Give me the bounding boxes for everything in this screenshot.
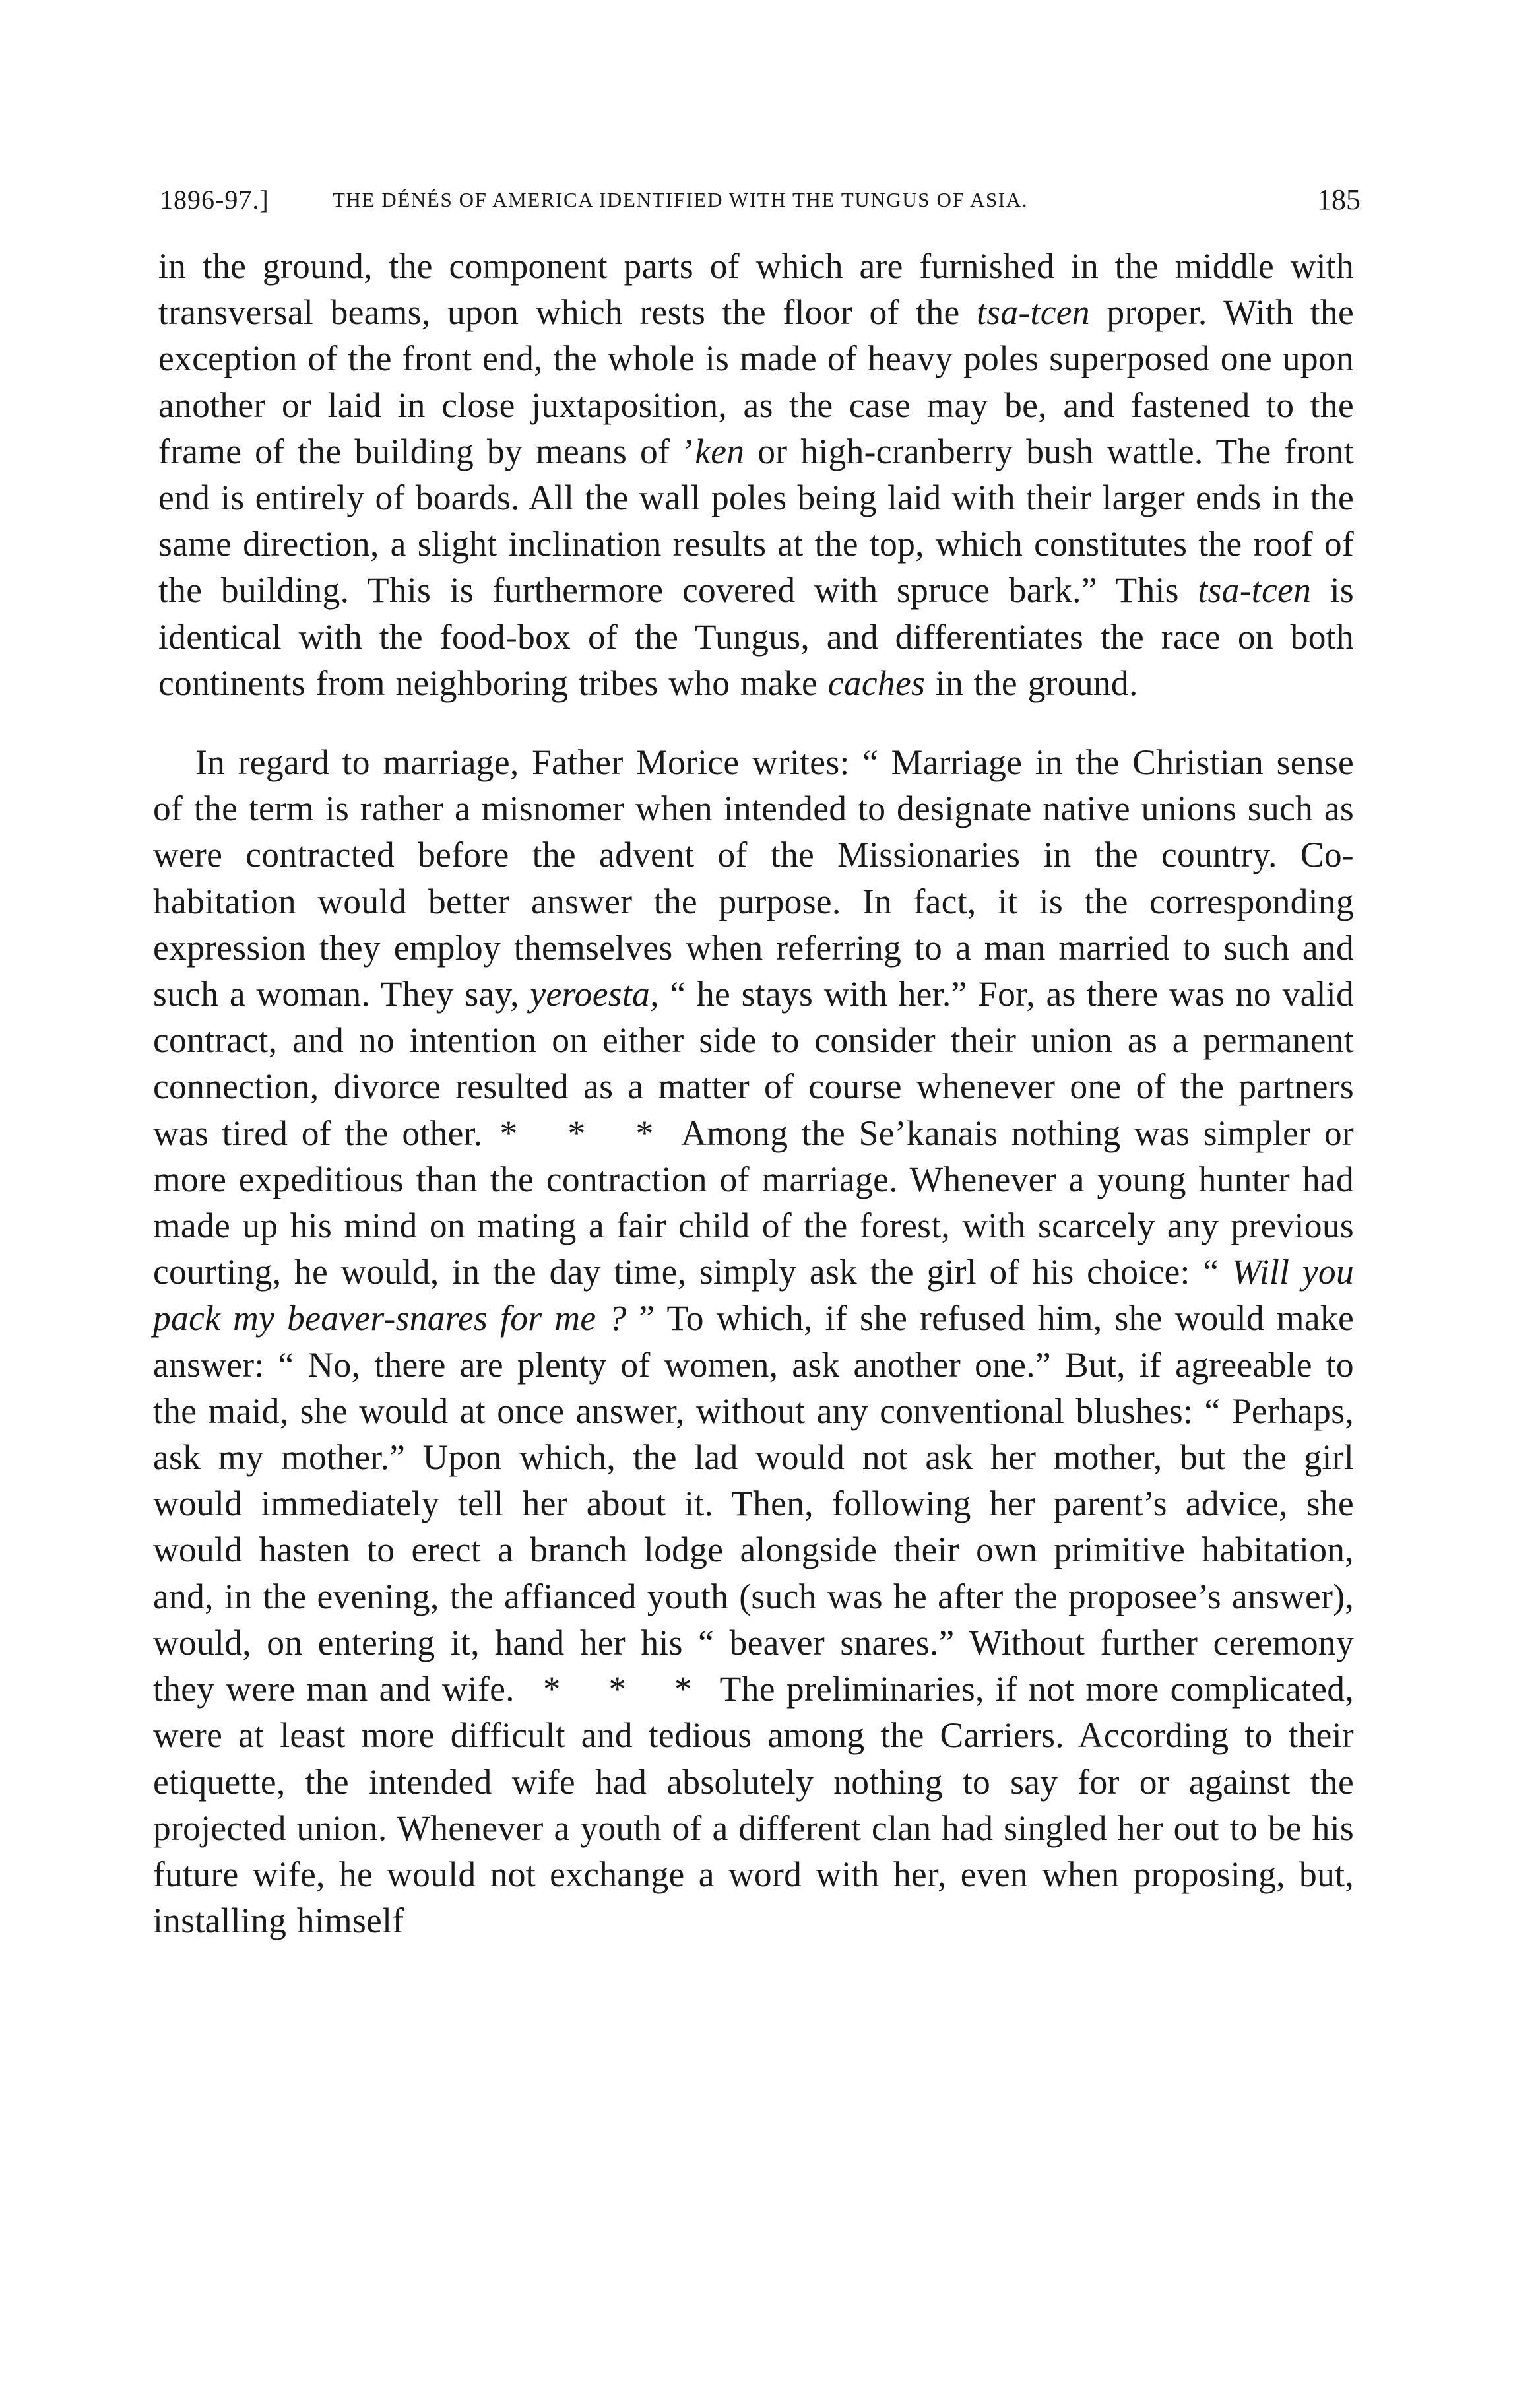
italic-term: ken [695, 431, 745, 471]
text-run: “ he stays with her.” For, as there was no valid contract, and no intention on either side to consider their union as a permanent connection, divorce resulted as a matter of course whenever one of the partners was tired of the other. [153, 974, 1354, 1153]
italic-quote: Will you pack my beaver-snares for me ? [153, 1252, 1355, 1338]
header-year: 1896-97.] [160, 185, 269, 214]
body-text [153, 243, 1354, 1944]
header-title: THE DÉNÉS OF AMERICA IDENTIFIED WITH THE TUNGUS OF ASIA. [333, 188, 1029, 211]
text-run: or high-cranberry bush wattle. The front end is entirely of boards. All the wall poles being laid with their larger ends in the same direction, a slight inclination results at the top, which constitutes the roof of the building. This is furthermore covered with spruce bark.” This [158, 431, 1354, 610]
text-run: In regard to marriage, Father Morice writes: “ Marriage in the Christian sense of the term is rather a misnomer when intended to designate native unions such as were contracted before the advent of the Missionaries in the country. Co-habitation would better answer the purpose. In fact, it is the corresponding expression they employ themselves when referring to a man married to such and such a woman. They say, [153, 742, 1354, 1014]
running-header [160, 177, 1361, 223]
italic-term: caches [827, 663, 926, 703]
text-run: Among the Se’kanais nothing was simpler or more expeditious than the contraction of marriage. Whenever a young hunter had made up his mind on mating a fair child of the forest, with scarcely any previous courting, he would, in the day time, simply ask the girl of his choice: “ [153, 1113, 1354, 1292]
text-run: in the ground, the component parts of which are furnished in the middle with transversal beams, upon which rests the floor of the [158, 246, 1354, 333]
italic-term: tsa-tcen [977, 292, 1090, 333]
ellipsis-stars: * * * [542, 1669, 711, 1709]
paragraph-food-box [158, 243, 1354, 706]
text-run: is identical with the food-box of the Tungus, and differentiates the race on both continents from neighboring tribes who make [158, 570, 1354, 703]
italic-term: yeroesta, [530, 974, 659, 1014]
text-run: ” To which, if she refused him, she would make answer: “ No, there are plenty of women, ask another one.” But, if agreeable to the maid, she would at once answer, without any conventional blushes: “ Perhaps, ask my mother.” Upon which, the lad would not ask her mother, but the girl would immediately tell her about it. Then, following her parent’s advice, she would hasten to erect a branch lodge alongside their own primitive habitation, and, in the evening, the affianced youth (such was he after the proposee’s answer), would, on entering it, hand her his “ beaver snares.” Without further ceremony they were man and wife. [153, 1298, 1354, 1709]
italic-term: tsa-tcen [1198, 570, 1312, 610]
text-run: The preliminaries, if not more complicated, were at least more difficult and tedious among the Carriers. According to their etiquette, the intended wife had absolutely nothing to say for or against the projected union. Whenever a youth of a different clan had singled her out to be his future wife, he would not exchange a word with her, even when proposing, but, installing himself [153, 1669, 1354, 1941]
text-run: in the ground. [925, 663, 1138, 703]
paragraph-marriage [153, 739, 1354, 1944]
text-run: proper. With the exception of the front end, the whole is made of heavy poles superposed one upon another or laid in close juxtaposition, as the case may be, and fastened to the frame of the building by means of ’ [158, 292, 1354, 471]
page-number: 185 [1317, 183, 1361, 216]
ellipsis-stars: * * * [499, 1113, 672, 1153]
